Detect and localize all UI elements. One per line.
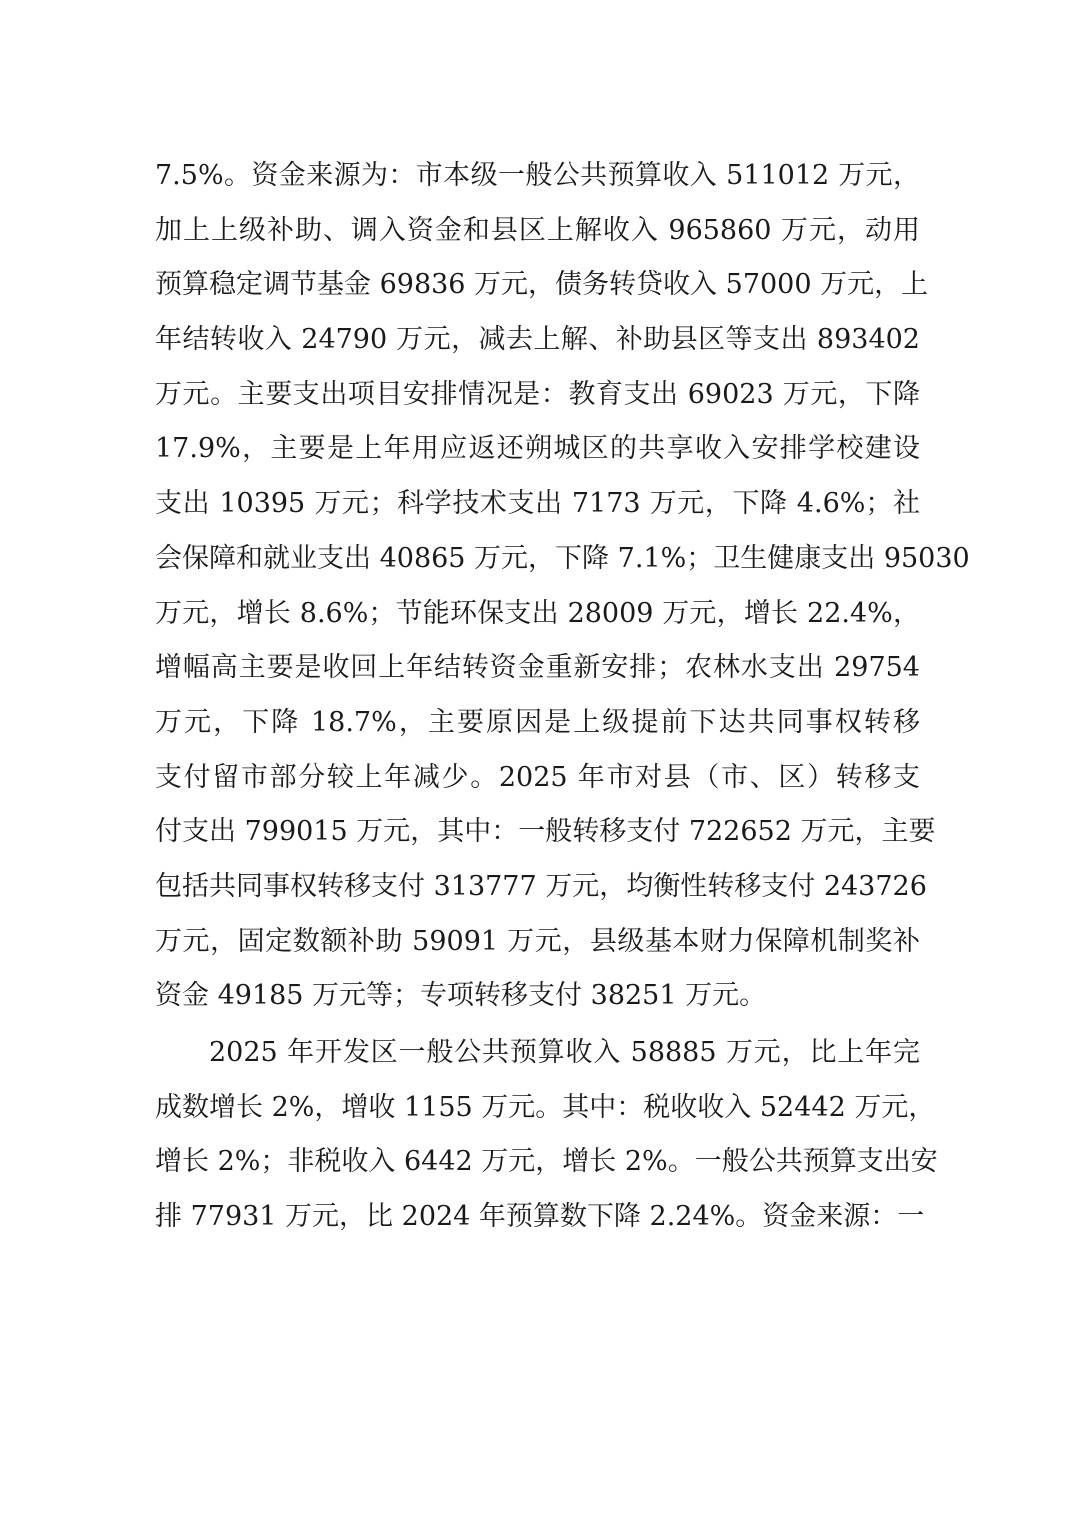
text-line: 会保障和就业支出 40865 万元，下降 7.1%；卫生健康支出 95030 [155, 542, 970, 574]
text-line: 资金 49185 万元等；专项转移支付 38251 万元。 [155, 980, 767, 1012]
text-line: 17.9%，主要是上年用应返还朔城区的共享收入安排学校建设 [155, 433, 920, 465]
text-line: 增幅高主要是收回上年结转资金重新安排；农林水支出 29754 [155, 652, 920, 684]
text-line: 7.5%。资金来源为：市本级一般公共预算收入 511012 万元， [155, 160, 920, 191]
text-line: 年结转收入 24790 万元，减去上解、补助县区等支出 893402 [155, 324, 920, 356]
text-line: 增长 2%；非税收入 6442 万元，增长 2%。一般公共预算支出安 [155, 1146, 938, 1178]
text-line: 万元。主要支出项目安排情况是：教育支出 69023 万元，下降 [155, 378, 920, 410]
text-line: 万元，增长 8.6%；节能环保支出 28009 万元，增长 22.4%， [155, 597, 920, 629]
text-line: 万元，固定数额补助 59091 万元，县级基本财力保障机制奖补 [155, 925, 920, 957]
document-body [155, 149, 970, 1245]
text-line: 2025 年开发区一般公共预算收入 58885 万元，比上年完 [209, 1037, 920, 1068]
text-line: 加上上级补助、调入资金和县区上解收入 965860 万元，动用 [155, 214, 920, 246]
paragraph-budget-sources-and-expenditures [155, 149, 970, 1024]
paragraph-development-zone-budget [155, 1026, 938, 1245]
text-line: 预算稳定调节基金 69836 万元，债务转贷收入 57000 万元，上 [155, 269, 929, 301]
text-line: 支付留市部分较上年减少。2025 年市对县（市、区）转移支 [155, 761, 920, 793]
text-line: 付支出 799015 万元，其中：一般转移支付 722652 万元，主要 [155, 816, 936, 848]
text-line: 包括共同事权转移支付 313777 万元，均衡性转移支付 243726 [155, 870, 927, 902]
text-line: 支出 10395 万元；科学技术支出 7173 万元，下降 4.6%；社 [155, 488, 920, 520]
text-line: 成数增长 2%，增收 1155 万元。其中：税收收入 52442 万元， [155, 1091, 936, 1123]
text-line: 排 77931 万元，比 2024 年预算数下降 2.24%。资金来源：一 [155, 1201, 925, 1233]
text-line: 万元，下降 18.7%，主要原因是上级提前下达共同事权转移 [155, 706, 920, 738]
